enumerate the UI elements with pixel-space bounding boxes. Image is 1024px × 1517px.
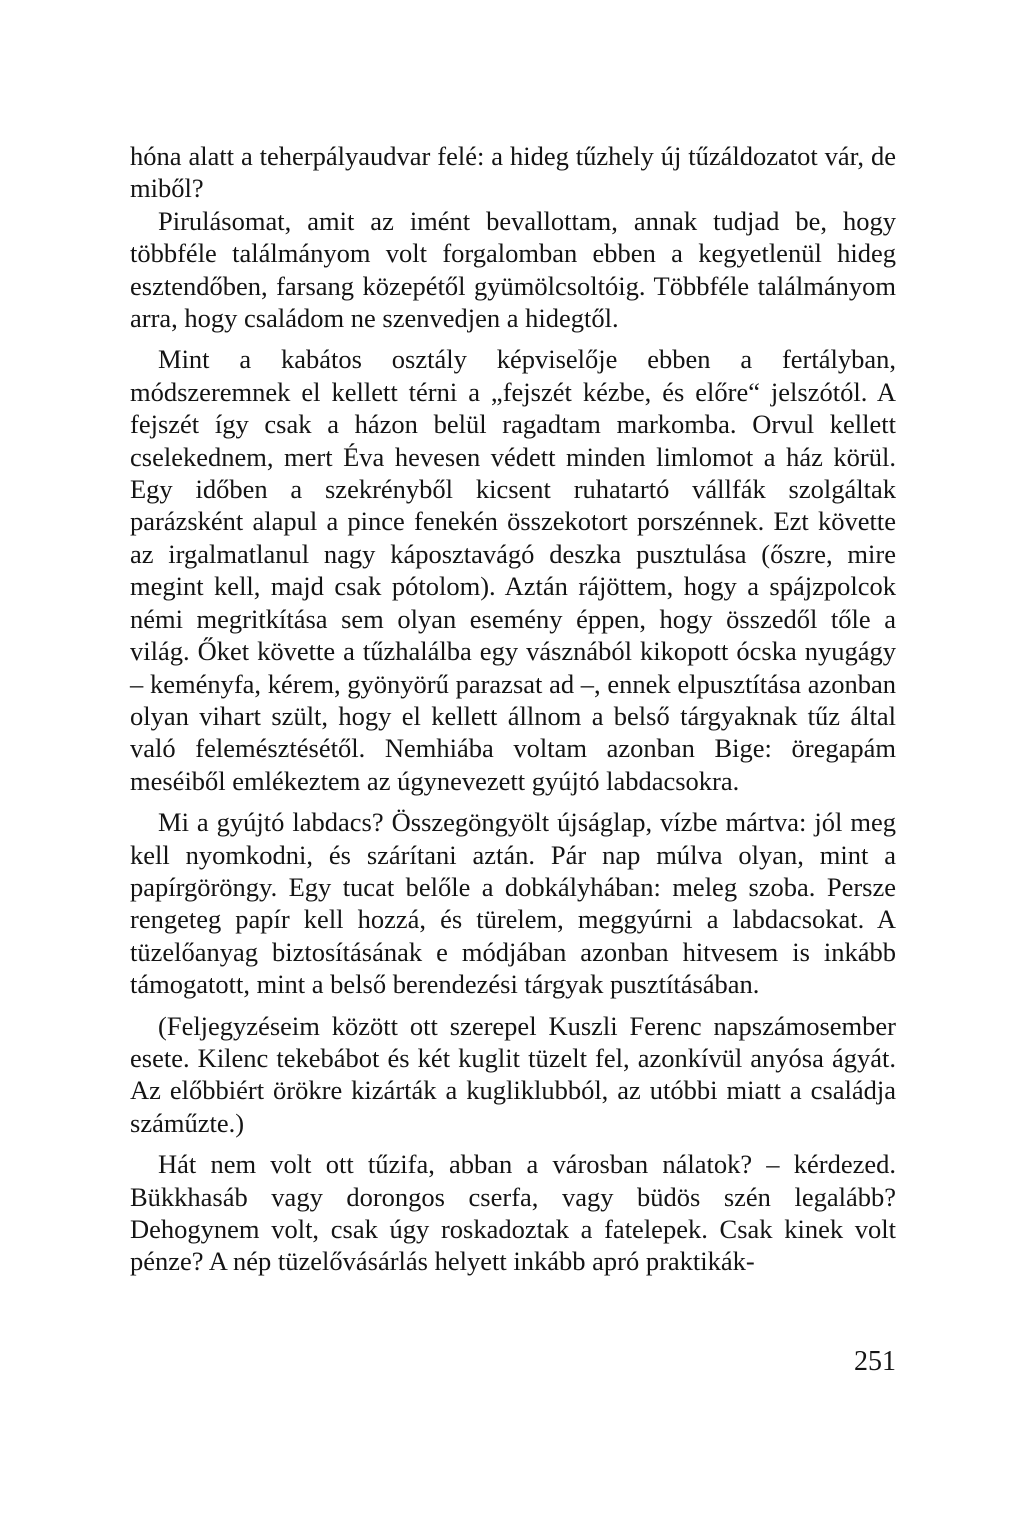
paragraph: Mint a kabátos osztály képviselője ebben a fertályban, módszeremnek el kellett térni a „fejszét kézbe, és előre“ jelszótól. A fejszét így csak a házon belül ragadtam markomba. Orvul kellett cselekednem, mert Éva hevesen védett minden limlomot a ház körül. Egy időben a szekrényből kicsent ruhatartó vállfák szolgáltak parázsként alapul a pince fenekén összekotort porszénnek. Ezt követte az irgalmatlanul nagy káposztavágó deszka pusztulása (őszre, mire megint kell, majd csak pótolom). Aztán rájöttem, hogy a spájzpolcok némi megritkítása sem olyan esemény éppen, hogy összedől tőle a világ. Őket követte a tűzhalálba egy vásznából kikopott ócska nyugágy – keményfa, kérem, gyönyörű parazsat ad –, ennek elpusztítása azonban olyan vihart szült, hogy el kellett állnom a belső tárgyaknak tűz által való felemésztésétől. Nemhiába voltam azonban Bige: öregapám meséiből emlékeztem az úgynevezett gyújtó labdacsokra. xyxy=(130,344,896,796)
paragraph: Hát nem volt ott tűzifa, abban a városban nálatok? – kérdezed. Bükkhasáb vagy dorongos cserfa, vagy büdös szén legalább? Dehogynem volt, csak úgy roskadoztak a fatelepek. Csak kinek volt pénze? A nép tüzelővásárlás helyett inkább apró praktikák- xyxy=(130,1149,896,1277)
paragraph: (Feljegyzéseim között ott szerepel Kuszli Ferenc napszámosember esete. Kilenc tekebábot és két kuglit tüzelt fel, azonkívül anyósa ágyát. Az előbbiért örökre kizárták a kugliklubból, az utóbbi miatt a családja száműzte.) xyxy=(130,1010,896,1138)
book-page-text xyxy=(130,140,896,1278)
paragraph: Mi a gyújtó labdacs? Összegöngyölt újságlap, vízbe mártva: jól meg kell nyomkodni, és szárítani aztán. Pár nap múlva olyan, mint a papírgöröngy. Egy tucat belőle a dobkályhában: meleg szoba. Persze rengeteg papír kell hozzá, és türelem, meggyúrni a labdacsokat. A tüzelőanyag biztosításának e módjában azonban hitvesem is inkább támogatott, mint a belső berendezési tárgyak pusztításában. xyxy=(130,807,896,1000)
paragraph: Pirulásomat, amit az imént bevallottam, annak tudjad be, hogy többféle találmányom volt forgalomban ebben a kegyetlenül hideg esztendőben, farsang közepétől gyümölcsoltóig. Többféle találmányom arra, hogy családom ne szenvedjen a hidegtől. xyxy=(130,205,896,334)
page-number: 251 xyxy=(854,1346,896,1377)
paragraph-continuation: hóna alatt a teherpályaudvar felé: a hideg tűzhely új tűzáldozatot vár, de miből? xyxy=(130,141,896,204)
